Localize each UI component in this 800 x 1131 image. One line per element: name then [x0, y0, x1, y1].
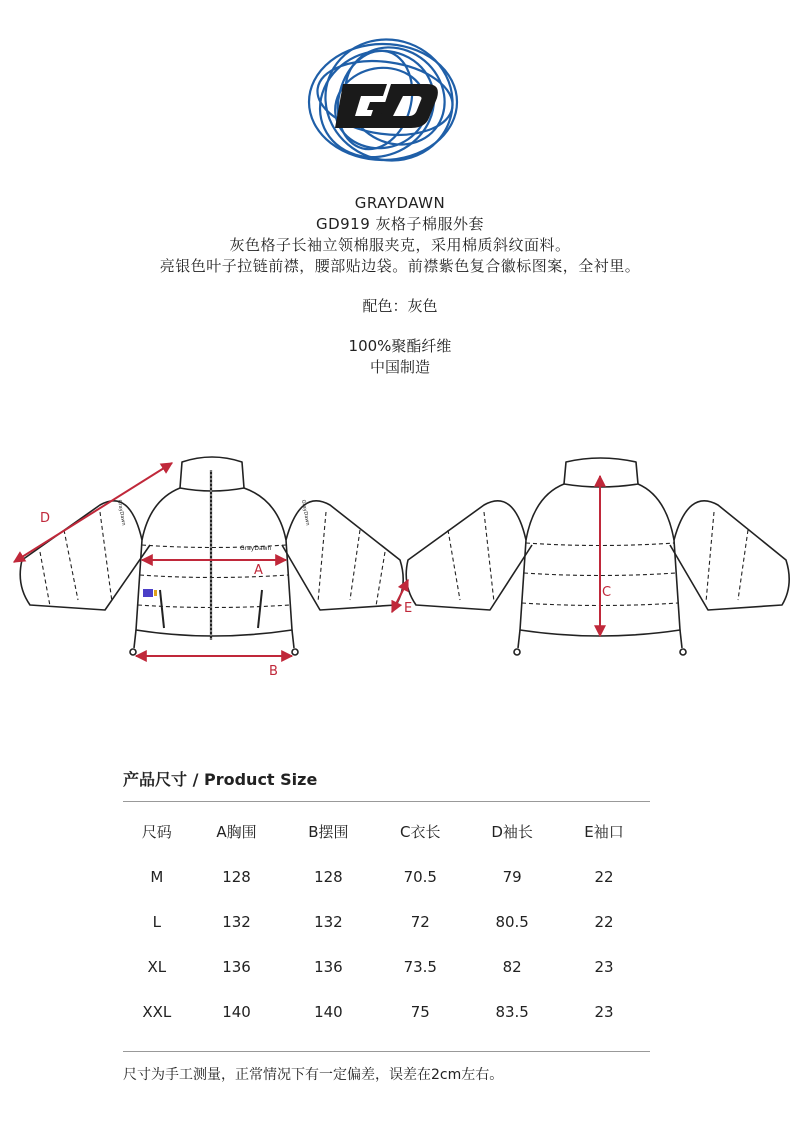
jacket-front-view — [20, 457, 403, 655]
color-option: 配色：灰色 — [362, 297, 438, 315]
table-row — [123, 899, 650, 944]
description-line-2: 亮银色叶子拉链前襟，腰部贴边袋。前襟紫色复合徽标图案，全衬里。 — [159, 257, 641, 275]
label-a: A — [254, 563, 263, 578]
table-top-rule — [123, 801, 650, 802]
measurement-note: 尺寸为手工测量，正常情况下有一定偏差，误差在2cm左右。 — [123, 1067, 504, 1083]
cell-chest: 128 — [222, 867, 251, 886]
size-table-title: 产品尺寸 / Product Size — [123, 770, 318, 789]
chest-print-text: GrayDawn — [240, 545, 272, 552]
cell-length: 75 — [410, 1002, 430, 1021]
header-length: C衣长 — [400, 823, 441, 841]
label-c: C — [602, 585, 612, 600]
header-sleeve: D袖长 — [491, 823, 533, 841]
cell-size: M — [150, 867, 164, 886]
cell-size: L — [152, 912, 161, 931]
description-line-1: 灰色格子长袖立领棉服夹克，采用棉质斜纹面料。 — [229, 236, 571, 254]
purple-badge — [143, 589, 153, 597]
jacket-measurement-diagram — [0, 440, 800, 690]
cell-hem: 136 — [314, 957, 343, 976]
sleeve-print-text: GrayDawn — [300, 499, 311, 527]
table-row — [123, 944, 650, 989]
cell-sleeve: 80.5 — [495, 912, 529, 931]
cell-sleeve: 82 — [502, 957, 522, 976]
product-info — [0, 193, 800, 277]
cell-cuff: 23 — [594, 1002, 614, 1021]
size-table — [123, 809, 650, 1034]
brand-logo — [305, 38, 465, 166]
header-chest: A胸围 — [216, 823, 257, 841]
header-cuff: E袖口 — [584, 823, 624, 841]
cell-chest: 136 — [222, 957, 251, 976]
cell-length: 70.5 — [403, 867, 437, 886]
label-e: E — [404, 601, 413, 616]
table-row — [123, 989, 650, 1034]
cell-cuff: 22 — [594, 867, 614, 886]
fabric-composition: 100%聚酯纤维 — [348, 337, 452, 355]
header-hem: B摆围 — [308, 823, 349, 841]
material-info — [0, 336, 800, 378]
cell-length: 73.5 — [403, 957, 437, 976]
cell-hem: 132 — [314, 912, 343, 931]
cell-length: 72 — [410, 912, 430, 931]
cell-chest: 132 — [222, 912, 251, 931]
cell-chest: 140 — [222, 1002, 251, 1021]
product-title: GD919 灰格子棉服外套 — [315, 215, 485, 233]
cell-hem: 128 — [314, 867, 343, 886]
size-table-header-row — [123, 809, 650, 854]
label-b: B — [269, 664, 278, 679]
cell-hem: 140 — [314, 1002, 343, 1021]
cell-size: XL — [147, 957, 167, 976]
jacket-back-view — [406, 458, 789, 655]
cell-sleeve: 79 — [502, 867, 522, 886]
table-row — [123, 854, 650, 899]
cell-size: XXL — [142, 1002, 172, 1021]
country-of-origin: 中国制造 — [369, 358, 430, 376]
cell-cuff: 22 — [594, 912, 614, 931]
label-d: D — [40, 511, 51, 526]
brand-name: GRAYDAWN — [354, 194, 446, 212]
header-size: 尺码 — [141, 823, 172, 841]
cell-sleeve: 83.5 — [495, 1002, 529, 1021]
cell-cuff: 23 — [594, 957, 614, 976]
table-bottom-rule — [123, 1051, 650, 1052]
sleeve-print-text-left: GrayDawn — [116, 499, 127, 527]
